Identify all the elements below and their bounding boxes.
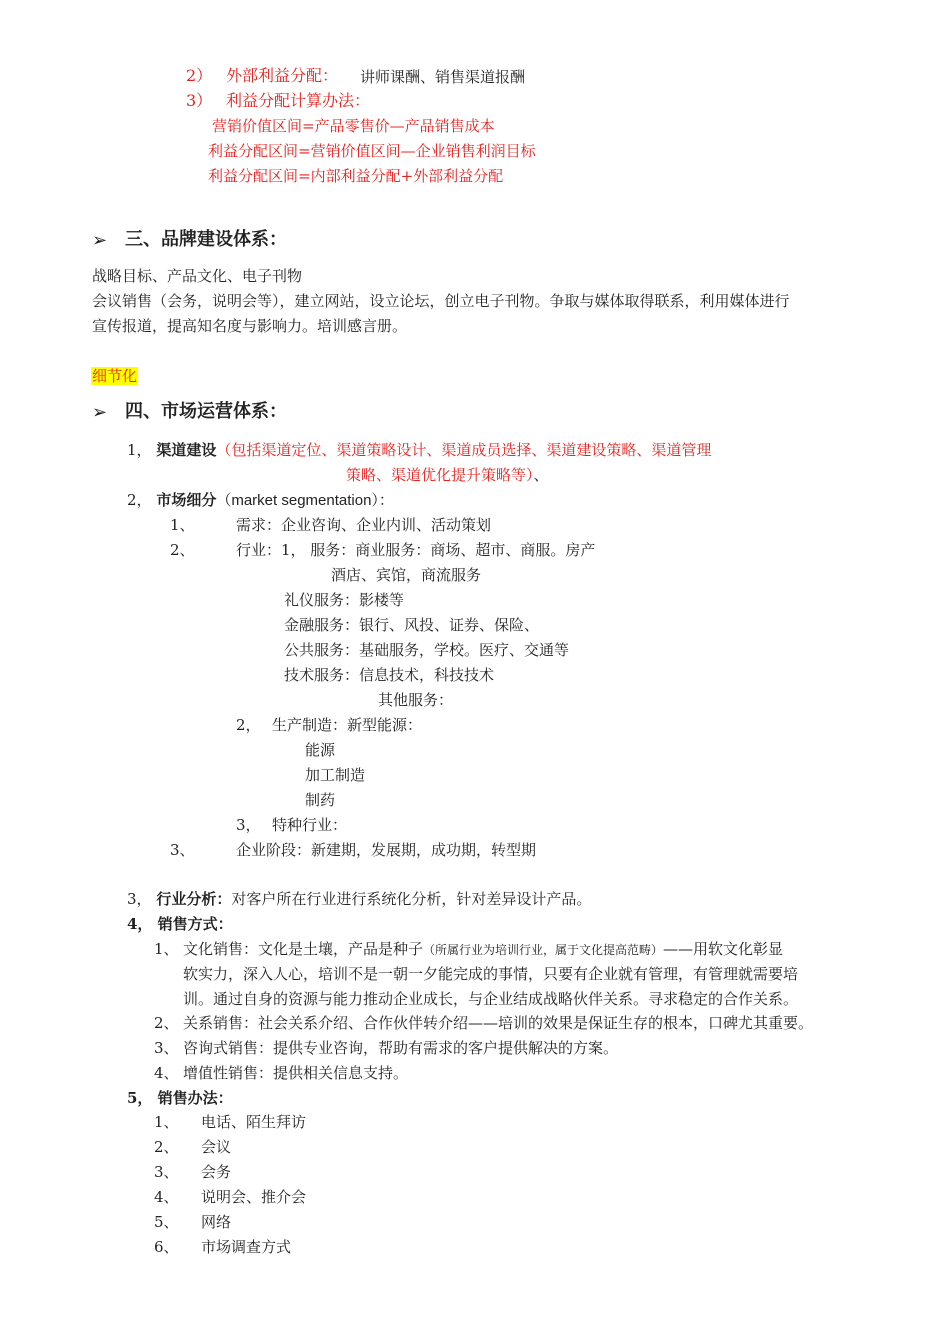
sales4-text: 增值性销售：提供相关信息支持。 xyxy=(183,1064,409,1082)
sales1-text-a: 文化销售：文化是土壤，产品是种子 xyxy=(183,940,424,958)
sales4-number: 4、 xyxy=(154,1064,179,1082)
channel-title: 渠道建设 xyxy=(156,441,217,459)
sales1-text-b: ——用软文化彰显 xyxy=(663,940,784,958)
seg-item1-number: 1、 xyxy=(170,516,195,534)
seg-production-text: 生产制造：新型能源： xyxy=(272,716,423,734)
sales2-text: 关系销售：社会关系介绍、合作伙伴转介绍——培训的效果是保证生存的根本，口碑尤其重要。 xyxy=(183,1014,814,1032)
seg-item2-other: 其他服务： xyxy=(378,691,454,709)
method5-number: 5、 xyxy=(154,1213,179,1231)
item3-number: 3） xyxy=(186,91,213,110)
seg-production-energy: 能源 xyxy=(305,741,336,759)
channel-number: 1， xyxy=(127,441,152,459)
seg-production-number: 2， xyxy=(236,716,261,734)
seg-item2-public: 公共服务：基础服务，学校。医疗、交通等 xyxy=(284,641,570,659)
segmentation-title: 市场细分 xyxy=(156,491,217,509)
section3-line3: 宣传报道，提高知名度与影响力。培训感言册。 xyxy=(92,317,408,335)
sales2-number: 2、 xyxy=(154,1014,179,1032)
section3-arrow-icon: ➢ xyxy=(92,230,108,251)
sales3-text: 咨询式销售：提供专业咨询，帮助有需求的客户提供解决的方案。 xyxy=(183,1039,619,1057)
section4-arrow-icon: ➢ xyxy=(92,402,108,423)
method2-text: 会议 xyxy=(201,1138,232,1156)
analysis-title: 行业分析： xyxy=(156,890,232,908)
item2-text: 讲师课酬、销售渠道报酬 xyxy=(360,68,526,86)
method6-number: 6、 xyxy=(154,1238,179,1256)
sales-title: 销售方式： xyxy=(157,915,233,933)
channel-details-a: （包括渠道定位、渠道策略设计、渠道成员选择、渠道建设策略、渠道管理 xyxy=(216,441,712,459)
sales3-number: 3、 xyxy=(154,1039,179,1057)
highlight-note: 细节化 xyxy=(92,367,138,385)
methods-number: 5， xyxy=(127,1089,153,1107)
seg-item3-text: 企业阶段：新建期，发展期，成功期，转型期 xyxy=(236,841,537,859)
seg-item2-text: 行业：1， 服务：商业服务：商场、超市、商服。房产 xyxy=(236,541,596,559)
channel-details-b: 策略、渠道优化提升策略等） xyxy=(346,466,534,484)
seg-item2-number: 2、 xyxy=(170,541,195,559)
seg-item3-number: 3、 xyxy=(170,841,195,859)
seg-item2-etiquette: 礼仪服务：影楼等 xyxy=(284,591,405,609)
section4-heading: 四、市场运营体系： xyxy=(125,401,287,422)
sales1-number: 1、 xyxy=(154,940,179,958)
sales1-note: （所属行业为培训行业，属于文化提高范畴） xyxy=(423,943,664,957)
channel-tail: 、 xyxy=(533,466,549,484)
section3-heading: 三、品牌建设体系： xyxy=(125,229,287,250)
method4-number: 4、 xyxy=(154,1188,179,1206)
section3-line2: 会议销售（会务，说明会等），建立网站，设立论坛，创立电子刊物。争取与媒体取得联系，利用媒体进行 xyxy=(92,292,790,310)
method1-number: 1、 xyxy=(154,1113,179,1131)
formula-distribution-range: 利益分配区间=营销价值区间—企业销售利润目标 xyxy=(208,142,536,160)
seg-item1-text: 需求：企业咨询、企业内训、活动策划 xyxy=(236,516,492,534)
method3-text: 会务 xyxy=(201,1163,232,1181)
segmentation-english: （market segmentation）： xyxy=(216,492,394,509)
item2-number: 2） xyxy=(186,66,213,85)
seg-production-pharma: 制药 xyxy=(305,791,336,809)
methods-title: 销售办法： xyxy=(157,1089,233,1107)
formula-distribution-sum: 利益分配区间=内部利益分配+外部利益分配 xyxy=(208,167,504,185)
sales1-text-c: 软实力，深入人心，培训不是一朝一夕能完成的事情，只要有企业就有管理，有管理就需要培 xyxy=(183,965,799,983)
seg-special-text: 特种行业： xyxy=(272,816,348,834)
seg-production-processing: 加工制造 xyxy=(305,766,366,784)
sales-number: 4， xyxy=(127,915,153,933)
method3-number: 3、 xyxy=(154,1163,179,1181)
method5-text: 网络 xyxy=(201,1213,232,1231)
method6-text: 市场调查方式 xyxy=(201,1238,292,1256)
seg-item2-tech: 技术服务：信息技术，科技技术 xyxy=(284,666,495,684)
seg-special-number: 3， xyxy=(236,816,261,834)
analysis-text: 对客户所在行业进行系统化分析，针对差异设计产品。 xyxy=(231,890,592,908)
method1-text: 电话、陌生拜访 xyxy=(201,1113,307,1131)
sales1-text-d: 训。通过自身的资源与能力推动企业成长，与企业结成战略伙伴关系。寻求稳定的合作关系。 xyxy=(183,990,799,1008)
formula-marketing-value: 营销价值区间=产品零售价—产品销售成本 xyxy=(212,117,495,135)
analysis-number: 3， xyxy=(127,890,152,908)
section3-line1: 战略目标、产品文化、电子刊物 xyxy=(92,267,303,285)
item2-title: 外部利益分配： xyxy=(226,66,339,85)
seg-item2-finance: 金融服务：银行、风投、证券、保险、 xyxy=(284,616,540,634)
item3-title: 利益分配计算办法： xyxy=(226,91,371,110)
seg-item2-hotels: 酒店、宾馆，商流服务 xyxy=(331,566,482,584)
method2-number: 2、 xyxy=(154,1138,179,1156)
segmentation-number: 2， xyxy=(127,491,152,509)
method4-text: 说明会、推介会 xyxy=(201,1188,307,1206)
